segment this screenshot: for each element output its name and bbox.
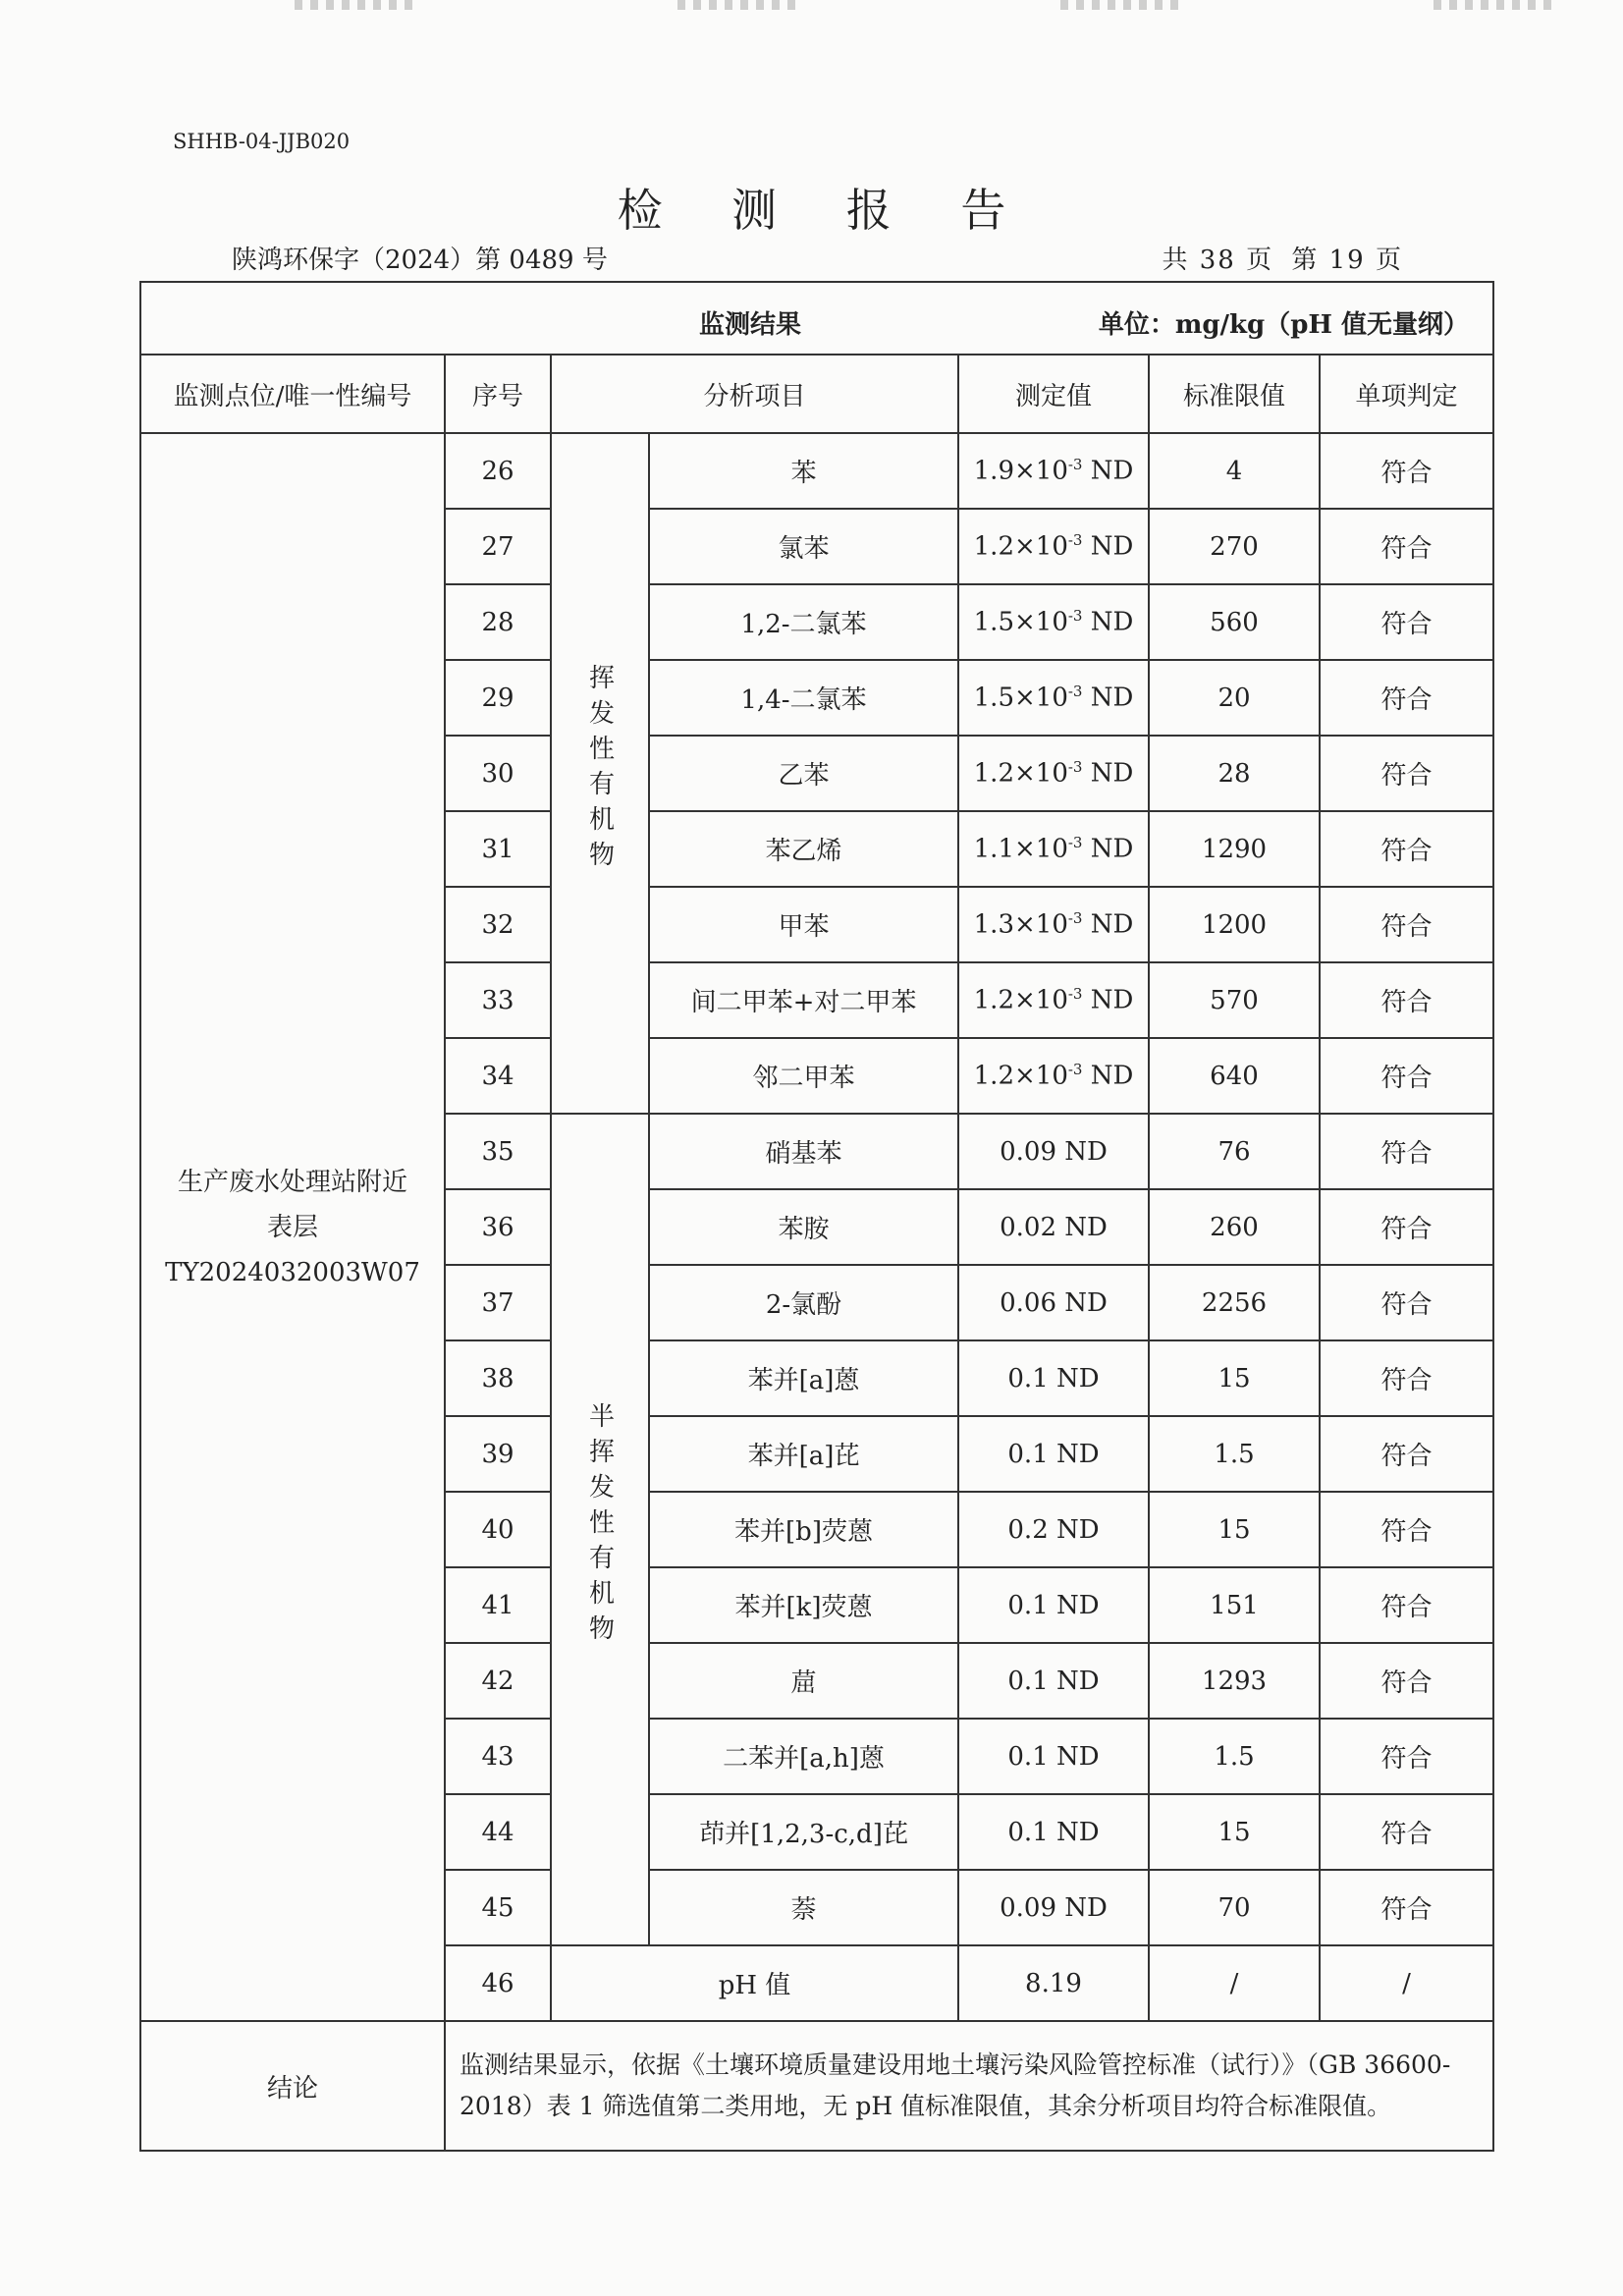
row-limit: 15 (1149, 1340, 1320, 1416)
row-limit: 1.5 (1149, 1416, 1320, 1492)
row-item: pH 值 (551, 1945, 958, 2021)
row-judge: 符合 (1320, 962, 1493, 1038)
row-limit: 560 (1149, 584, 1320, 660)
row-no: 34 (445, 1038, 551, 1114)
col-header-judge: 单项判定 (1320, 355, 1493, 433)
row-no: 41 (445, 1567, 551, 1643)
row-judge: 符合 (1320, 1870, 1493, 1945)
row-no: 38 (445, 1340, 551, 1416)
report-title: 检 测 报 告 (617, 184, 1034, 237)
row-item: 2-氯酚 (649, 1265, 958, 1340)
row-judge: 符合 (1320, 1038, 1493, 1114)
row-item: 茚并[1,2,3-c,d]芘 (649, 1794, 958, 1870)
row-judge: 符合 (1320, 1794, 1493, 1870)
row-value: $1.5\times 10^{-3}$ ND (958, 660, 1149, 736)
row-judge: 符合 (1320, 1719, 1493, 1794)
row-limit: 28 (1149, 736, 1320, 811)
row-item: 乙苯 (649, 736, 958, 811)
row-limit: 2256 (1149, 1265, 1320, 1340)
row-value: 0.06 ND (958, 1265, 1149, 1340)
row-no: 39 (445, 1416, 551, 1492)
results-table (139, 281, 1494, 2152)
conclusion-text: 监测结果显示，依据《土壤环境质量建设用地土壤污染风险管控标准（试行）》（GB 36600-2018）表 1 筛选值第二类用地，无 pH 值标准限值，其余分析项目均符合标准限值。 (445, 2021, 1493, 2151)
row-judge: / (1320, 1945, 1493, 2021)
row-value: $1.2\times 10^{-3}$ ND (958, 1038, 1149, 1114)
row-limit: 151 (1149, 1567, 1320, 1643)
report-number: 陕鸿环保字（2024）第 0489 号 (232, 246, 608, 275)
row-limit: 1290 (1149, 811, 1320, 887)
row-no: 36 (445, 1189, 551, 1265)
row-no: 45 (445, 1870, 551, 1945)
row-no: 37 (445, 1265, 551, 1340)
row-value: 8.19 (958, 1945, 1149, 2021)
row-limit: 70 (1149, 1870, 1320, 1945)
row-item: 邻二甲苯 (649, 1038, 958, 1114)
binding-stamp-strip (0, 0, 1623, 14)
row-no: 26 (445, 433, 551, 509)
row-judge: 符合 (1320, 1265, 1493, 1340)
results-label: 监测结果 (699, 310, 802, 340)
row-item: 苯并[k]荧蒽 (649, 1567, 958, 1643)
total-pages: 共 38 页 (1162, 246, 1274, 275)
form-code: SHHB-04-JJB020 (173, 130, 351, 153)
row-value: $1.2\times 10^{-3}$ ND (958, 736, 1149, 811)
row-limit: 15 (1149, 1492, 1320, 1567)
row-judge: 符合 (1320, 887, 1493, 962)
row-no: 30 (445, 736, 551, 811)
group-voc: 挥发性有机物 (551, 433, 649, 1114)
row-value: $1.1\times 10^{-3}$ ND (958, 811, 1149, 887)
row-judge: 符合 (1320, 1643, 1493, 1719)
row-item: 1,4-二氯苯 (649, 660, 958, 736)
row-limit: 270 (1149, 509, 1320, 584)
location-cell (140, 433, 445, 2021)
row-judge: 符合 (1320, 509, 1493, 584)
row-value: 0.1 ND (958, 1567, 1149, 1643)
row-judge: 符合 (1320, 736, 1493, 811)
row-value: 0.1 ND (958, 1340, 1149, 1416)
row-item: 䓛 (649, 1643, 958, 1719)
row-limit: 20 (1149, 660, 1320, 736)
row-judge: 符合 (1320, 660, 1493, 736)
row-limit: 76 (1149, 1114, 1320, 1189)
row-limit: 4 (1149, 433, 1320, 509)
row-no: 44 (445, 1794, 551, 1870)
row-item: 苯并[b]荧蒽 (649, 1492, 958, 1567)
row-no: 42 (445, 1643, 551, 1719)
row-value: 0.09 ND (958, 1114, 1149, 1189)
group-svoc: 半挥发性有机物 (551, 1114, 649, 1945)
row-item: 甲苯 (649, 887, 958, 962)
col-header-location: 监测点位/唯一性编号 (140, 355, 445, 433)
row-judge: 符合 (1320, 1492, 1493, 1567)
location-layer: 表层 (266, 1212, 318, 1242)
row-no: 46 (445, 1945, 551, 2021)
row-item: 间二甲苯+对二甲苯 (649, 962, 958, 1038)
location-name: 生产废水处理站附近 (177, 1167, 407, 1197)
row-judge: 符合 (1320, 1189, 1493, 1265)
row-item: 二苯并[a,h]蒽 (649, 1719, 958, 1794)
row-value: 0.1 ND (958, 1719, 1149, 1794)
row-limit: 260 (1149, 1189, 1320, 1265)
row-no: 29 (445, 660, 551, 736)
row-judge: 符合 (1320, 1114, 1493, 1189)
col-header-value: 测定值 (958, 355, 1149, 433)
row-no: 28 (445, 584, 551, 660)
row-no: 35 (445, 1114, 551, 1189)
row-limit: / (1149, 1945, 1320, 2021)
col-header-no: 序号 (445, 355, 551, 433)
table-row (140, 433, 1493, 509)
row-item: 苯并[a]芘 (649, 1416, 958, 1492)
row-item: 氯苯 (649, 509, 958, 584)
row-value: 0.1 ND (958, 1794, 1149, 1870)
row-judge: 符合 (1320, 433, 1493, 509)
row-judge: 符合 (1320, 1416, 1493, 1492)
row-item: 苯 (649, 433, 958, 509)
current-page: 第 19 页 (1291, 246, 1403, 275)
row-value: 0.2 ND (958, 1492, 1149, 1567)
row-judge: 符合 (1320, 584, 1493, 660)
table-header (140, 355, 1493, 433)
page-info (1158, 240, 1407, 276)
row-limit: 1.5 (1149, 1719, 1320, 1794)
row-item: 1,2-二氯苯 (649, 584, 958, 660)
unit-label: 单位：mg/kg（pH 值无量纲） (1098, 310, 1470, 340)
row-value: $1.5\times 10^{-3}$ ND (958, 584, 1149, 660)
row-value: 0.09 ND (958, 1870, 1149, 1945)
row-value: 0.1 ND (958, 1416, 1149, 1492)
row-limit: 570 (1149, 962, 1320, 1038)
row-item: 苯并[a]蒽 (649, 1340, 958, 1416)
row-judge: 符合 (1320, 1340, 1493, 1416)
row-limit: 1293 (1149, 1643, 1320, 1719)
row-value: $1.2\times 10^{-3}$ ND (958, 509, 1149, 584)
location-id: TY2024032003W07 (165, 1257, 420, 1287)
row-value: 0.1 ND (958, 1643, 1149, 1719)
row-limit: 1200 (1149, 887, 1320, 962)
row-limit: 15 (1149, 1794, 1320, 1870)
row-judge: 符合 (1320, 811, 1493, 887)
results-title-row (140, 282, 1493, 355)
row-value: $1.9\times 10^{-3}$ ND (958, 433, 1149, 509)
row-value: $1.2\times 10^{-3}$ ND (958, 962, 1149, 1038)
col-header-item: 分析项目 (551, 355, 958, 433)
row-item: 苯乙烯 (649, 811, 958, 887)
conclusion-label: 结论 (140, 2021, 445, 2151)
row-item: 硝基苯 (649, 1114, 958, 1189)
row-no: 31 (445, 811, 551, 887)
row-no: 33 (445, 962, 551, 1038)
row-value: 0.02 ND (958, 1189, 1149, 1265)
row-no: 32 (445, 887, 551, 962)
col-header-limit: 标准限值 (1149, 355, 1320, 433)
row-limit: 640 (1149, 1038, 1320, 1114)
row-no: 40 (445, 1492, 551, 1567)
row-no: 27 (445, 509, 551, 584)
row-item: 苯胺 (649, 1189, 958, 1265)
row-value: $1.3\times 10^{-3}$ ND (958, 887, 1149, 962)
row-judge: 符合 (1320, 1567, 1493, 1643)
row-item: 萘 (649, 1870, 958, 1945)
row-no: 43 (445, 1719, 551, 1794)
